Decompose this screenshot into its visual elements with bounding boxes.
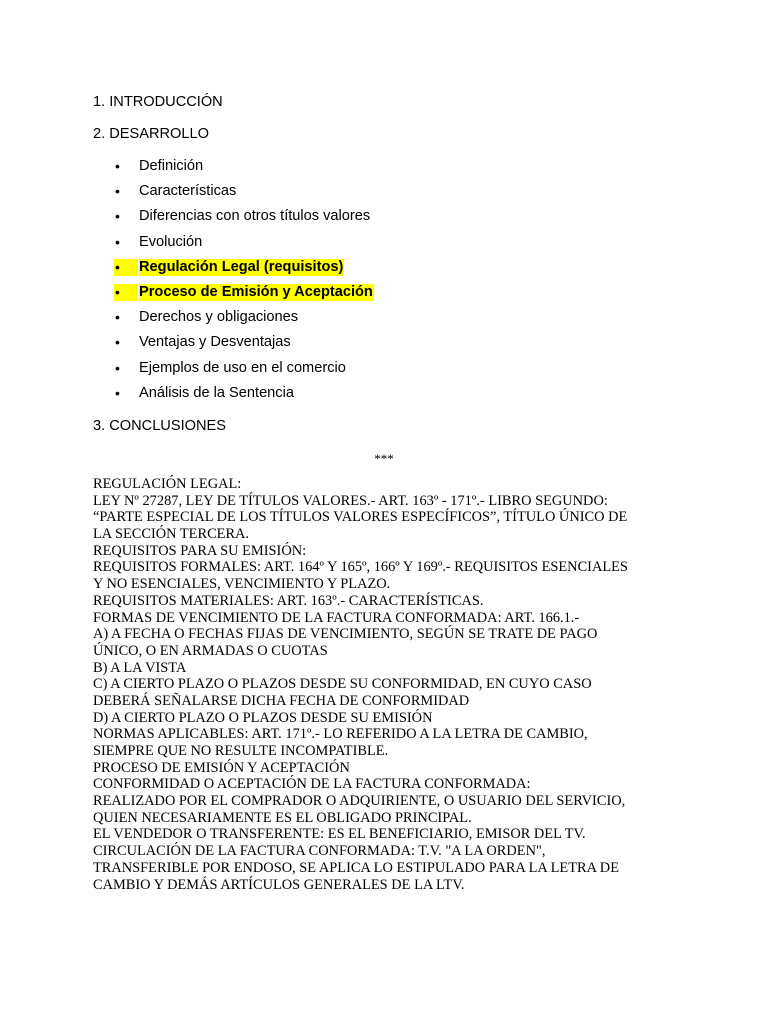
outline-item-label: Análisis de la Sentencia [139, 384, 294, 401]
outline-item-ruling-analysis [0, 385, 768, 410]
bullet-icon: • [115, 208, 120, 225]
heading-introduction: 1. INTRODUCCIÓN [93, 94, 223, 110]
body-line: D) A CIERTO PLAZO O PLAZOS DESDE SU EMISIÓN [93, 709, 433, 726]
outline-item-characteristics [0, 183, 768, 208]
bullet-icon: • [115, 359, 120, 376]
body-line: LA SECCIÓN TERCERA. [93, 526, 250, 543]
body-line: “PARTE ESPECIAL DE LOS TÍTULOS VALORES ESPECÍFICOS”, TÍTULO ÚNICO DE [93, 509, 628, 526]
legal-regulation-body [93, 476, 693, 893]
body-line: EL VENDEDOR O TRANSFERENTE: ES EL BENEFICIARIO, EMISOR DEL TV. [93, 826, 586, 843]
bullet-icon: • [114, 259, 138, 276]
body-line: TRANSFERIBLE POR ENDOSO, SE APLICA LO ESTIPULADO PARA LA LETRA DE [93, 859, 619, 876]
outline-item-issuance-process [0, 284, 768, 309]
body-line: B) A LA VISTA [93, 659, 187, 676]
development-outline-list [0, 158, 768, 410]
body-line: CIRCULACIÓN DE LA FACTURA CONFORMADA: T.V. "A LA ORDEN", [93, 843, 546, 860]
outline-item-legal-regulation [0, 259, 768, 284]
bullet-icon: • [114, 284, 138, 301]
outline-item-label: Definición [139, 158, 204, 174]
outline-item-label: Características [139, 183, 237, 200]
heading-conclusions: 3. CONCLUSIONES [93, 418, 226, 434]
body-line: SIEMPRE QUE NO RESULTE INCOMPATIBLE. [93, 743, 389, 759]
outline-item-usage-examples [0, 360, 768, 385]
outline-item-label-highlighted: Regulación Legal (requisitos) [139, 258, 344, 275]
heading-development: 2. DESARROLLO [93, 126, 209, 142]
body-line: REQUISITOS MATERIALES: ART. 163º.- CARACTERÍSTICAS. [93, 592, 484, 609]
body-line: PROCESO DE EMISIÓN Y ACEPTACIÓN [93, 759, 350, 776]
body-line: DEBERÁ SEÑALARSE DICHA FECHA DE CONFORMIDAD [93, 692, 470, 709]
outline-item-label: Ventajas y Desventajas [139, 334, 291, 351]
outline-item-label: Ejemplos de uso en el comercio [139, 359, 346, 376]
bullet-icon: • [115, 334, 120, 351]
body-line: FORMAS DE VENCIMIENTO DE LA FACTURA CONFORMADA: ART. 166.1.- [93, 609, 580, 626]
body-line: CAMBIO Y DEMÁS ARTÍCULOS GENERALES DE LA LTV. [93, 876, 465, 893]
body-line: QUIEN NECESARIAMENTE ES EL OBLIGADO PRINCIPAL. [93, 809, 472, 826]
outline-item-advantages [0, 334, 768, 359]
outline-item-rights-obligations [0, 309, 768, 334]
outline-item-evolution [0, 234, 768, 259]
outline-item-differences [0, 208, 768, 233]
bullet-icon: • [115, 233, 120, 250]
body-line: REALIZADO POR EL COMPRADOR O ADQUIRIENTE, O USUARIO DEL SERVICIO, [93, 793, 626, 810]
body-line: CONFORMIDAD O ACEPTACIÓN DE LA FACTURA CONFORMADA: [93, 776, 531, 793]
bullet-icon: • [115, 158, 120, 174]
body-line: C) A CIERTO PLAZO O PLAZOS DESDE SU CONFORMIDAD, EN CUYO CASO [93, 676, 592, 693]
bullet-icon: • [115, 309, 120, 326]
outline-item-label: Diferencias con otros títulos valores [139, 208, 371, 225]
body-line: A) A FECHA O FECHAS FIJAS DE VENCIMIENTO, SEGÚN SE TRATE DE PAGO [93, 626, 598, 643]
bullet-icon: • [115, 384, 120, 401]
bullet-icon: • [115, 183, 120, 200]
section-separator: *** [374, 451, 394, 466]
body-line: LEY Nº 27287, LEY DE TÍTULOS VALORES.- ART. 163º - 171º.- LIBRO SEGUNDO: [93, 492, 608, 509]
outline-item-label-highlighted: Proceso de Emisión y Aceptación [139, 283, 373, 300]
body-line: REQUISITOS PARA SU EMISIÓN: [93, 542, 307, 559]
outline-item-label: Derechos y obligaciones [139, 309, 298, 326]
outline-item-definition [0, 158, 768, 183]
outline-item-label: Evolución [139, 233, 203, 250]
body-line: REQUISITOS FORMALES: ART. 164º Y 165º, 166º Y 169º.- REQUISITOS ESENCIALES [93, 559, 628, 576]
body-line: Y NO ESENCIALES, VENCIMIENTO Y PLAZO. [93, 576, 391, 593]
body-line: ÚNICO, O EN ARMADAS O CUOTAS [93, 642, 328, 659]
body-line: REGULACIÓN LEGAL: [93, 476, 242, 492]
body-line: NORMAS APLICABLES: ART. 171º.- LO REFERIDO A LA LETRA DE CAMBIO, [93, 726, 588, 743]
